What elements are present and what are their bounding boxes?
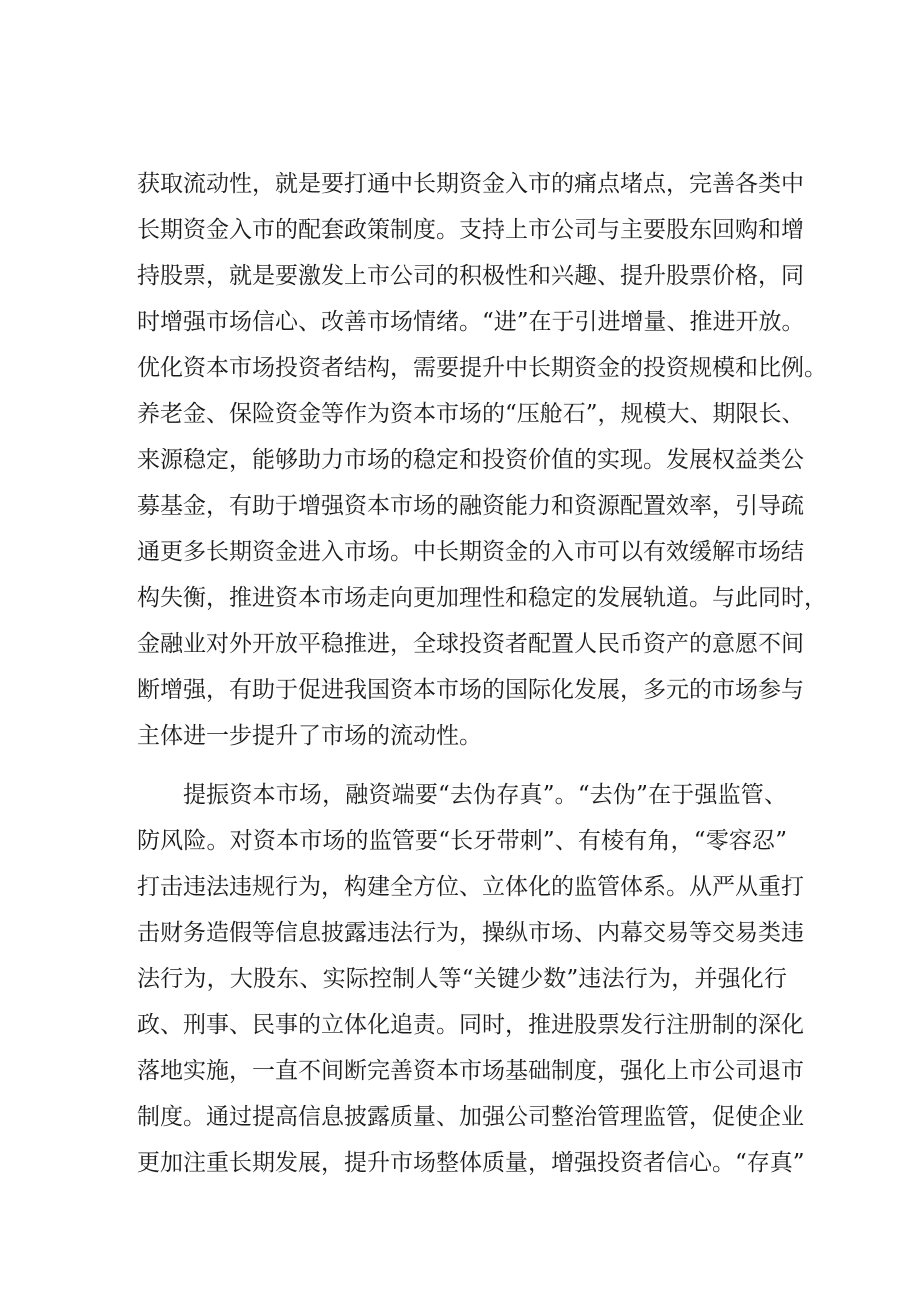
text-line: 金融业对外开放平稳推进，全球投资者配置人民币资产的意愿不间 [137, 631, 804, 657]
text-line: 法行为，大股东、实际控制人等“关键少数”违法行为，并强化行 [137, 966, 787, 992]
text-line: 主体进一步提升了市场的流动性。 [137, 723, 482, 749]
text-line: 优化资本市场投资者结构，需要提升中长期资金的投资规模和比例。 [137, 355, 827, 381]
text-line: 落地实施，一直不间断完善资本市场基础制度，强化上市公司退市 [137, 1058, 804, 1084]
text-line: 断增强，有助于促进我国资本市场的国际化发展，多元的市场参与 [137, 677, 804, 703]
text-line: 构失衡，推进资本市场走向更加理性和稳定的发展轨道。与此同时， [137, 585, 827, 611]
text-line: 打击违法违规行为，构建全方位、立体化的监管体系。从严从重打 [137, 874, 804, 900]
text-line: 通更多长期资金进入市场。中长期资金的入市可以有效缓解市场结 [137, 539, 804, 565]
text-line: 养老金、保险资金等作为资本市场的“压舱石”，规模大、期限长、 [137, 401, 805, 427]
text-line: 时增强市场信心、改善市场情绪。“进”在于引进增量、推进开放。 [137, 309, 805, 335]
text-line: 募基金，有助于增强资本市场的融资能力和资源配置效率，引导疏 [137, 493, 804, 519]
text-line: 提振资本市场，融资端要“去伪存真”。“去伪”在于强监管、 [183, 782, 787, 808]
text-line: 击财务造假等信息披露违法行为，操纵市场、内幕交易等交易类违 [137, 920, 804, 946]
text-line: 来源稳定，能够助力市场的稳定和投资价值的实现。发展权益类公 [137, 447, 804, 473]
text-line: 防风险。对资本市场的监管要“长牙带刺”、有棱有角，“零容忍” [137, 828, 787, 854]
text-line: 长期资金入市的配套政策制度。支持上市公司与主要股东回购和增 [137, 217, 804, 243]
text-line: 制度。通过提高信息披露质量、加强公司整治管理监管，促使企业 [137, 1104, 804, 1130]
text-line: 政、刑事、民事的立体化追责。同时，推进股票发行注册制的深化 [137, 1012, 804, 1038]
text-line: 更加注重长期发展，提升市场整体质量，增强投资者信心。“存真” [137, 1150, 805, 1176]
text-line: 持股票，就是要激发上市公司的积极性和兴趣、提升股票价格，同 [137, 263, 804, 289]
text-line: 获取流动性，就是要打通中长期资金入市的痛点堵点，完善各类中 [137, 171, 804, 197]
